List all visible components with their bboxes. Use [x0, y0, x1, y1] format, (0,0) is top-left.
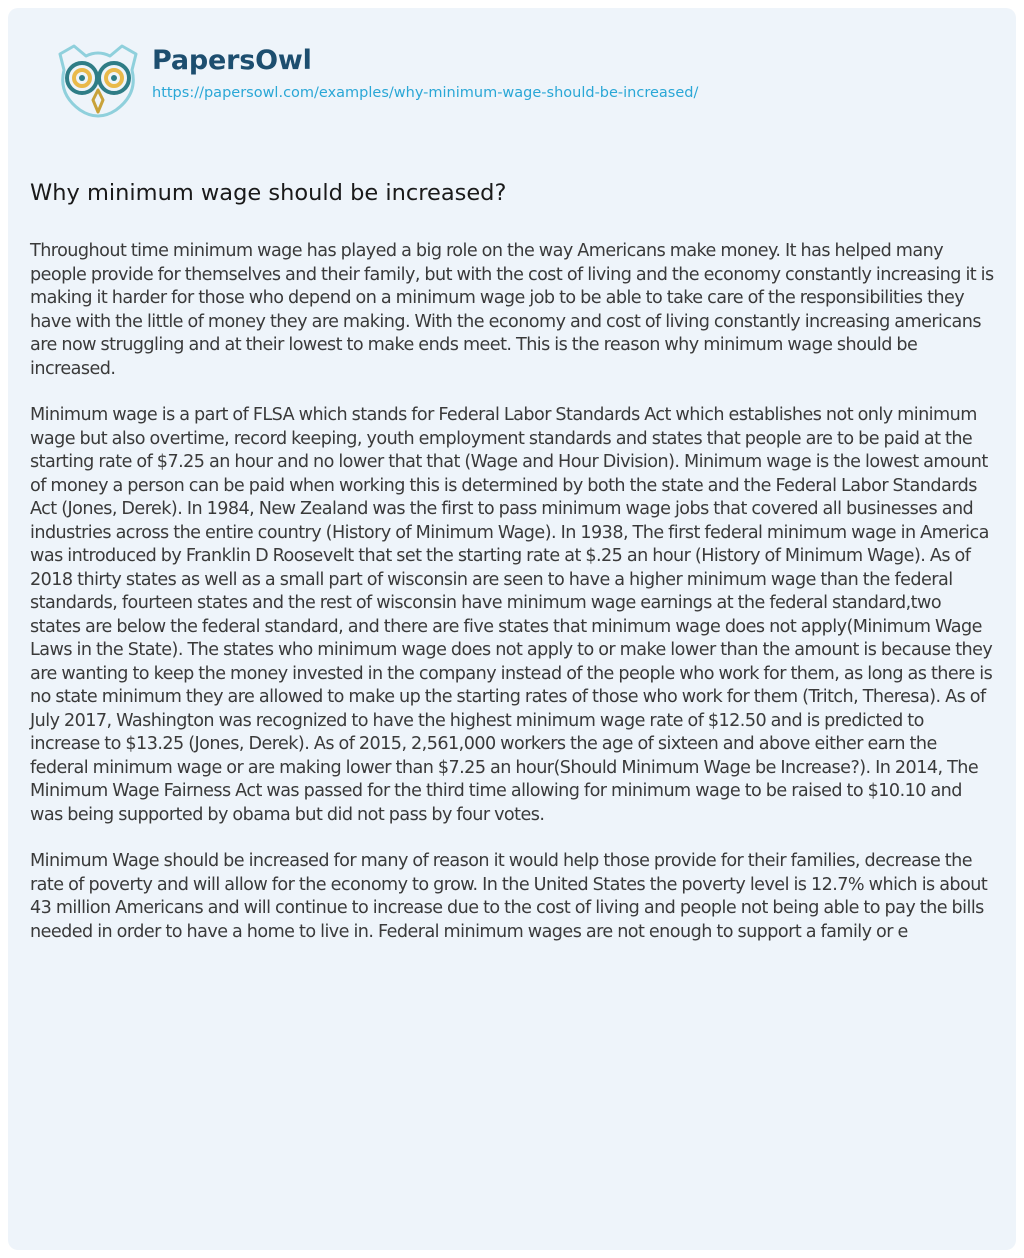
document-body	[30, 240, 996, 967]
paragraph-3: Minimum Wage should be increased for many of reason it would help those provide for their families, decrease the rate of poverty and will allow for the economy to grow. In the United States the poverty level is 12.7% which is about 43 million Americans and will continue to increase due to the cost of living and people not being able to pay the bills needed in order to have a home to live in. Federal minimum wages are not enough to support a family or e	[30, 851, 988, 942]
paragraph-1: Throughout time minimum wage has played a big role on the way Americans make money. It has helped many people provide for themselves and their family, but with the cost of living and the economy constantly increasing it is making it harder for those who depend on a minimum wage job to be able to take care of the responsibilities they have with the little of money they are making. With the economy and cost of living constantly increasing americans are now struggling and at their lowest to make ends meet. This is the reason why minimum wage should be increased.	[30, 241, 994, 379]
owl-logo-icon	[52, 40, 144, 120]
document-card	[8, 8, 1016, 1250]
site-header	[52, 40, 698, 120]
paragraph-2: Minimum wage is a part of FLSA which stands for Federal Labor Standards Act which establishes not only minimum wage but also overtime, record keeping, youth employment standards and states that people are to be paid at the starting rate of $7.25 an hour and no lower that that (Wage and Hour Division). Minimum wage is the lowest amount of money a person can be paid when working this is determined by both the state and the Federal Labor Standards Act (Jones, Derek). In 1984, New Zealand was the first to pass minimum wage jobs that covered all businesses and industries across the entire country (History of Minimum Wage). In 1938, The first federal minimum wage in America was introduced by Franklin D Roosevelt that set the starting rate at $.25 an hour (History of Minimum Wage). As of 2018 thirty states as well as a small part of wisconsin are seen to have a higher minimum wage than the federal standards, fourteen states and the rest of wisconsin have minimum wage earnings at the federal standard,two states are below the federal standard, and there are five states that minimum wage does not apply(Minimum Wage Laws in the State). The states who minimum wage does not apply to or make lower than the amount is because they are wanting to keep the money invested in the company instead of the people who work for them, as long as there is no state minimum they are allowed to make up the starting rates of those who work for them (Tritch, Theresa). As of July 2017, Washington was recognized to have the highest minimum wage rate of $12.50 and is predicted to increase to $13.25 (Jones, Derek). As of 2015, 2,561,000 workers the age of sixteen and above either earn the federal minimum wage or are making lower than $7.25 an hour(Should Minimum Wage be Increase?). In 2014, The Minimum Wage Fairness Act was passed for the third time allowing for minimum wage to be raised to $10.10 and was being supported by obama but did not pass by four votes.	[30, 405, 993, 825]
brand-name: PapersOwl	[152, 45, 312, 76]
document-title: Why minimum wage should be increased?	[30, 180, 507, 206]
source-url-link[interactable]: https://papersowl.com/examples/why-minimum-wage-should-be-increased/	[152, 85, 699, 101]
brand	[152, 40, 698, 104]
